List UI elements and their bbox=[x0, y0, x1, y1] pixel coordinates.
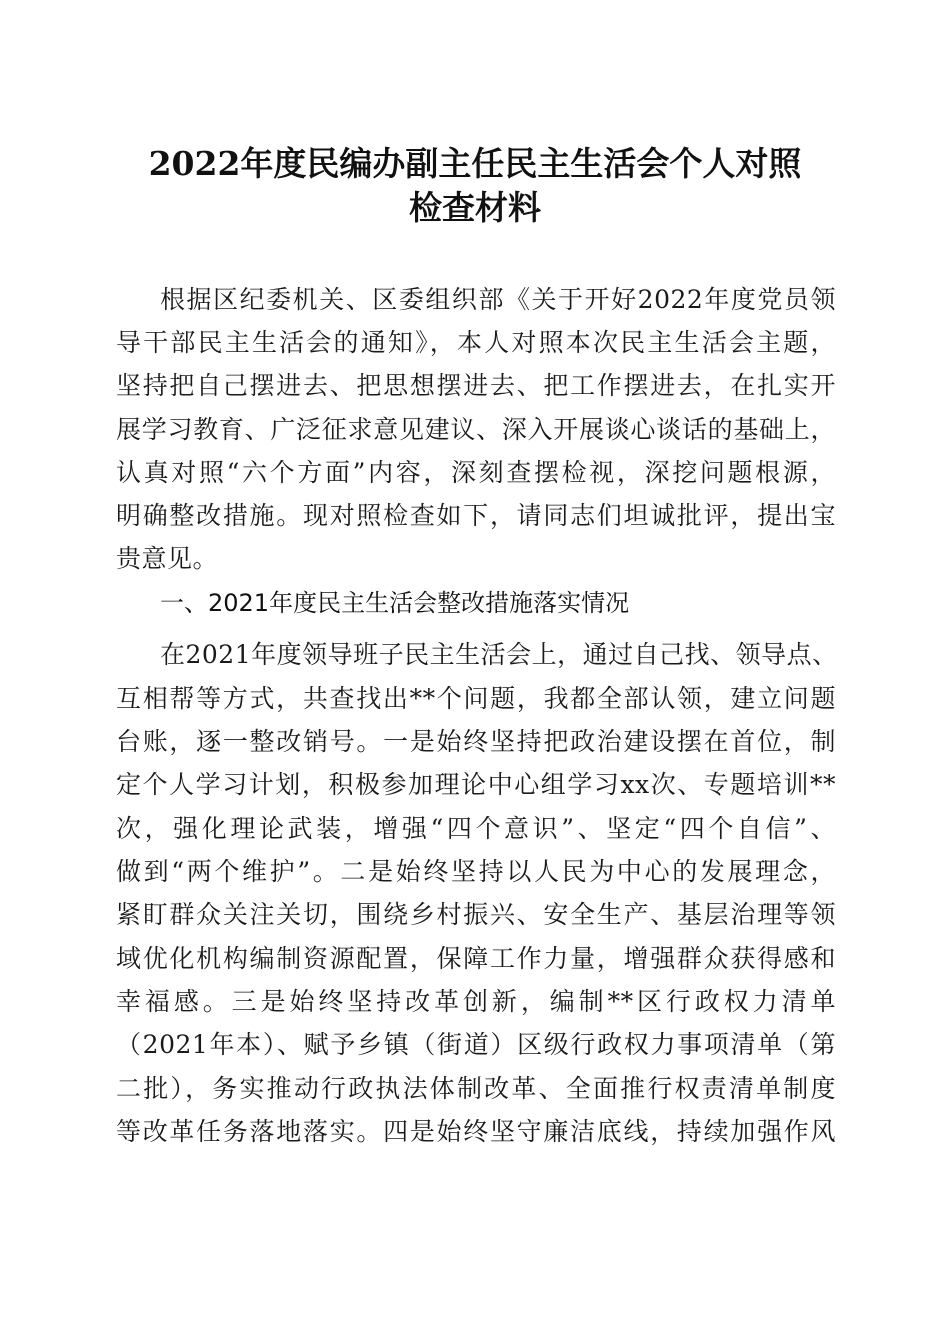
section-1-line: 互相帮等方式，共查找出**个问题，我都全部认领，建立问题 bbox=[116, 684, 836, 713]
intro-line: 认真对照“六个方面”内容，深刻查摆检视，深挖问题根源， bbox=[116, 458, 836, 487]
section-1-line: 做到“两个维护”。二是始终坚持以人民为中心的发展理念， bbox=[116, 857, 836, 886]
section-1-line: 紧盯群众关注关切，围绕乡村振兴、安全生产、基层治理等领 bbox=[116, 900, 836, 929]
intro-line: 坚持把自己摆进去、把思想摆进去、把工作摆进去，在扎实开 bbox=[116, 371, 836, 400]
section-1-line: 定个人学习计划，积极参加理论中心组学习xx次、专题培训** bbox=[116, 770, 836, 799]
section-1-line: 二批），务实推动行政执法体制改革、全面推行权责清单制度 bbox=[116, 1074, 836, 1103]
intro-line: 明确整改措施。现对照检查如下，请同志们坦诚批评，提出宝 bbox=[116, 501, 836, 530]
section-1-line: 幸福感。三是始终坚持改革创新，编制**区行政权力清单 bbox=[116, 987, 836, 1016]
document-title-line-1: 2022年度民编办副主任民主生活会个人对照 bbox=[148, 144, 802, 183]
section-1-line: 等改革任务落地落实。四是始终坚守廉洁底线，持续加强作风 bbox=[116, 1117, 836, 1146]
intro-line: 贵意见。 bbox=[116, 544, 219, 573]
intro-line: 导干部民主生活会的通知》，本人对照本次民主生活会主题， bbox=[116, 328, 836, 357]
section-1-line: 在2021年度领导班子民主生活会上，通过自己找、领导点、 bbox=[160, 640, 838, 669]
document-title-line-2: 检查材料 bbox=[409, 188, 541, 227]
intro-line: 根据区纪委机关、区委组织部《关于开好2022年度党员领 bbox=[160, 285, 836, 314]
intro-line: 展学习教育、广泛征求意见建议、深入开展谈心谈话的基础上， bbox=[116, 415, 836, 444]
section-1-line: 域优化机构编制资源配置，保障工作力量，增强群众获得感和 bbox=[116, 944, 836, 973]
section-1-line: 台账，逐一整改销号。一是始终坚持把政治建设摆在首位，制 bbox=[116, 727, 836, 756]
section-1-heading: 一、2021年度民主生活会整改措施落实情况 bbox=[160, 589, 630, 617]
section-1-line: （2021年本）、赋予乡镇（街道）区级行政权力事项清单（第 bbox=[116, 1030, 836, 1059]
section-1-line: 次，强化理论武装，增强“四个意识”、坚定“四个自信”、 bbox=[116, 814, 836, 843]
